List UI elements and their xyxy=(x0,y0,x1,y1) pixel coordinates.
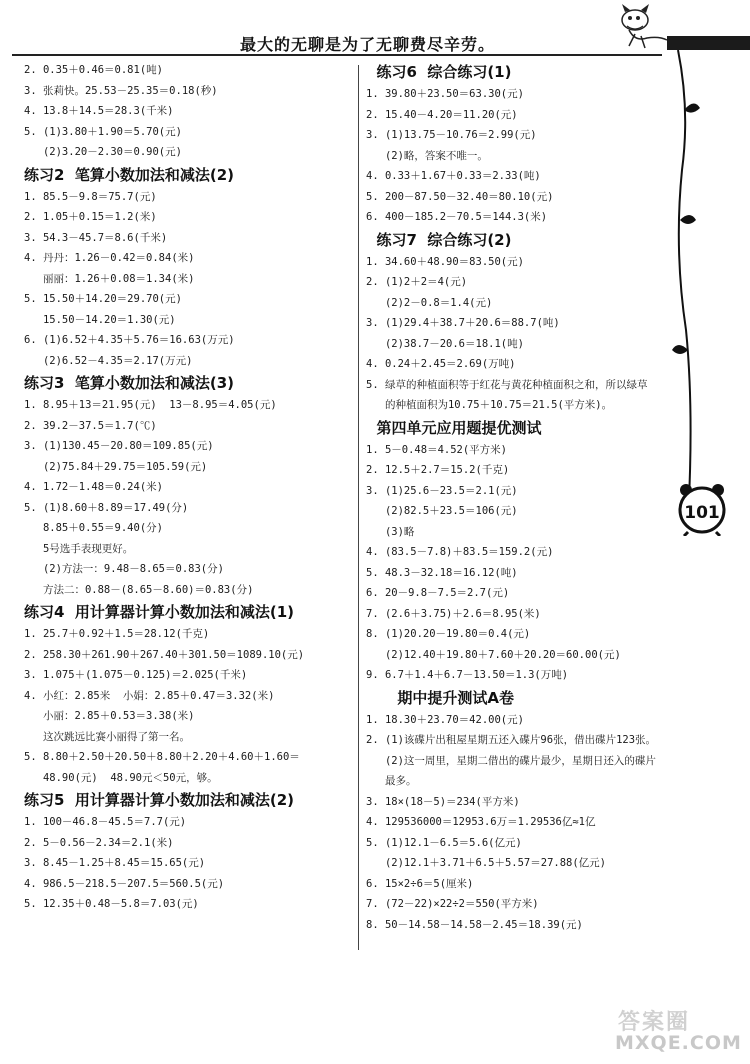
answer-line: 5. (1)12.1－6.5＝5.6(亿元) xyxy=(366,836,522,849)
answer-line: 1. 18.30＋23.70＝42.00(元) xyxy=(366,713,524,726)
answer-line: 6. 20－9.8－7.5＝2.7(元) xyxy=(366,587,510,599)
column-divider xyxy=(358,65,359,950)
right-column xyxy=(366,60,666,935)
answer-line: 4. 丹丹：1.26－0.42＝0.84(米) xyxy=(24,252,195,264)
answer-line: 2. (1)该碟片出租屋星期五还入碟片96张，借出碟片123张。 xyxy=(366,734,657,746)
answer-line: 8.85＋0.55＝9.40(分) xyxy=(24,522,163,534)
answer-line: 4. 1.72－1.48＝0.24(米) xyxy=(24,481,163,493)
answer-line: (2)75.84＋29.75＝105.59(元) xyxy=(24,460,208,473)
answer-line: 小丽：2.85＋0.53＝3.38(米) xyxy=(24,710,195,722)
answer-line: 3. 54.3－45.7＝8.6(千米) xyxy=(24,231,168,244)
header-bar xyxy=(667,36,750,50)
answer-line: 8. (1)20.20－19.80＝0.4(元) xyxy=(366,628,531,640)
section-heading: 练习4 用计算器计算小数加法和减法(1) xyxy=(24,603,295,621)
answer-line: (2)方法一：9.48－8.65＝0.83(分) xyxy=(24,563,224,575)
answer-line: (2)这一周里，星期二借出的碟片最少，星期日还入的碟片 xyxy=(366,754,656,767)
answer-line: 2. 1.05＋0.15＝1.2(米) xyxy=(24,211,157,223)
answer-line: 4. 0.24＋2.45＝2.69(万吨) xyxy=(366,358,516,370)
answer-line: 5. 200－87.50－32.40＝80.10(元) xyxy=(366,190,554,203)
answer-line: 3. 1.075＋(1.075－0.125)＝2.025(千米) xyxy=(24,669,248,681)
answer-line: 3. 18×(18－5)＝234(平方米) xyxy=(366,795,520,808)
answer-line: 6. 15×2÷6＝5(厘米) xyxy=(366,877,474,890)
answer-line: 5. 15.50＋14.20＝29.70(元) xyxy=(24,293,182,305)
answer-line: 7. (2.6＋3.75)＋2.6＝8.95(米) xyxy=(366,607,541,620)
answer-line: 15.50－14.20＝1.30(元) xyxy=(24,313,176,326)
answer-line: 4. 129536000＝12953.6万＝1.29536亿≈1亿 xyxy=(366,816,596,828)
answer-line: (2)82.5＋23.5＝106(元) xyxy=(366,505,518,517)
answer-line: 这次跳远比赛小丽得了第一名。 xyxy=(24,730,190,743)
cartoon-mascot-icon xyxy=(605,2,675,54)
answer-line: 1. 100－46.8－45.5＝7.7(元) xyxy=(24,816,187,828)
answer-line: 丽丽：1.26＋0.08＝1.34(米) xyxy=(24,272,195,285)
answer-line: 9. 6.7＋1.4＋6.7－13.50＝1.3(万吨) xyxy=(366,669,569,681)
answer-line: 3. 8.45－1.25＋8.45＝15.65(元) xyxy=(24,857,206,869)
answer-line: 最多。 xyxy=(366,775,417,787)
answer-line: 2. 15.40－4.20＝11.20(元) xyxy=(366,108,518,121)
answer-line: 5. (1)3.80＋1.90＝5.70(元) xyxy=(24,125,182,138)
answer-line: 3. (1)13.75－10.76＝2.99(元) xyxy=(366,129,537,141)
answer-line: 2. (1)2＋2＝4(元) xyxy=(366,276,468,288)
answer-line: (2)6.52－4.35＝2.17(万元) xyxy=(24,354,193,367)
answer-line: 4. 986.5－218.5－207.5＝560.5(元) xyxy=(24,877,225,890)
answer-line: 5. 12.35＋0.48－5.8＝7.03(元) xyxy=(24,898,199,910)
answer-line: 8. 50－14.58－14.58－2.45＝18.39(元) xyxy=(366,918,583,931)
answer-line: (2)2－0.8＝1.4(元) xyxy=(366,296,493,309)
answer-line: (3)略 xyxy=(366,525,415,538)
answer-line: 1. 25.7＋0.92＋1.5＝28.12(千克) xyxy=(24,628,210,640)
answer-line: 4. 0.33＋1.67＋0.33＝2.33(吨) xyxy=(366,170,541,182)
answer-line: 5号选手表现更好。 xyxy=(24,542,134,555)
answer-line: 5. 48.3－32.18＝16.12(吨) xyxy=(366,566,518,579)
vine-decoration-icon xyxy=(660,50,710,520)
answer-line: 2. 12.5＋2.7＝15.2(千克) xyxy=(366,464,510,476)
answer-line: 2. 5－0.56－2.34＝2.1(米) xyxy=(24,836,174,849)
answer-line: 1. 85.5－9.8＝75.7(元) xyxy=(24,190,157,203)
answer-line: 7. (72－22)×22÷2＝550(平方米) xyxy=(366,898,539,910)
section-heading: 练习6 综合练习(1) xyxy=(366,63,512,81)
section-heading: 第四单元应用题提优测试 xyxy=(366,418,542,437)
answer-line: 2. 39.2－37.5＝1.7(℃) xyxy=(24,419,157,432)
alarm-clock-page-badge-icon xyxy=(676,480,728,536)
answer-line: (2)3.20－2.30＝0.90(元) xyxy=(24,146,182,158)
answer-line: 3. (1)25.6－23.5＝2.1(元) xyxy=(366,484,518,497)
watermark-logo-text: 答案圈 xyxy=(618,1010,691,1035)
answer-line: 6. (1)6.52＋4.35＋5.76＝16.63(万元) xyxy=(24,334,235,346)
watermark-url: MXQE.COM xyxy=(615,1032,742,1054)
answer-line: 2. 258.30＋261.90＋267.40＋301.50＝1089.10(元) xyxy=(24,648,305,661)
section-heading: 期中提升测试A卷 xyxy=(366,688,514,707)
answer-line: 3. (1)130.45－20.80＝109.85(元) xyxy=(24,440,214,452)
section-heading: 练习3 笔算小数加法和减法(3) xyxy=(24,374,235,392)
answer-line: 1. 5－0.48＝4.52(平方米) xyxy=(366,443,508,456)
answer-line: (2)略，答案不唯一。 xyxy=(366,149,488,162)
answer-line: 4. 13.8＋14.5＝28.3(千米) xyxy=(24,105,174,117)
section-heading: 练习2 笔算小数加法和减法(2) xyxy=(24,165,235,184)
page-number: 101 xyxy=(684,503,720,523)
answer-line: (2)38.7－20.6＝18.1(吨) xyxy=(366,337,524,350)
header-motto: 最大的无聊是为了无聊费尽辛劳。 xyxy=(240,35,496,54)
answer-line: 1. 34.60＋48.90＝83.50(元) xyxy=(366,255,524,268)
answer-line: 方法二：0.88－(8.65－8.60)＝0.83(分) xyxy=(24,583,254,596)
answer-line: 5. (1)8.60＋8.89＝17.49(分) xyxy=(24,501,189,514)
answer-line: 的种植面积为10.75＋10.75＝21.5(平方米)。 xyxy=(366,399,613,411)
answer-line: 2. 0.35＋0.46＝0.81(吨) xyxy=(24,64,163,76)
answer-line: 3. 张莉快。25.53－25.35＝0.18(秒) xyxy=(24,84,218,97)
answer-line: 6. 400－185.2－70.5＝144.3(米) xyxy=(366,211,548,223)
section-heading: 练习7 综合练习(2) xyxy=(366,230,512,249)
header-rule xyxy=(12,54,662,56)
section-heading: 练习5 用计算器计算小数加法和减法(2) xyxy=(24,791,295,809)
answer-line: 4. (83.5－7.8)＋83.5＝159.2(元) xyxy=(366,546,554,558)
answer-line: 3. (1)29.4＋38.7＋20.6＝88.7(吨) xyxy=(366,317,560,329)
answer-line: (2)12.1＋3.71＋6.5＋5.57＝27.88(亿元) xyxy=(366,857,607,869)
answer-line: 4. 小红：2.85米 小娟：2.85＋0.47＝3.32(米) xyxy=(24,689,275,702)
answer-line: (2)12.40＋19.80＋7.60＋20.20＝60.00(元) xyxy=(366,648,621,661)
answer-line: 5. 8.80＋2.50＋20.50＋8.80＋2.20＋4.60＋1.60＝ xyxy=(24,751,300,763)
answer-line: 1. 8.95＋13＝21.95(元) 13－8.95＝4.05(元) xyxy=(24,399,277,411)
answer-line: 48.90(元) 48.90元＜50元，够。 xyxy=(24,771,218,784)
answer-line: 1. 39.80＋23.50＝63.30(元) xyxy=(366,88,524,100)
answer-line: 5. 绿草的种植面积等于红花与黄花种植面积之和，所以绿草 xyxy=(366,378,648,391)
left-column xyxy=(24,60,354,915)
